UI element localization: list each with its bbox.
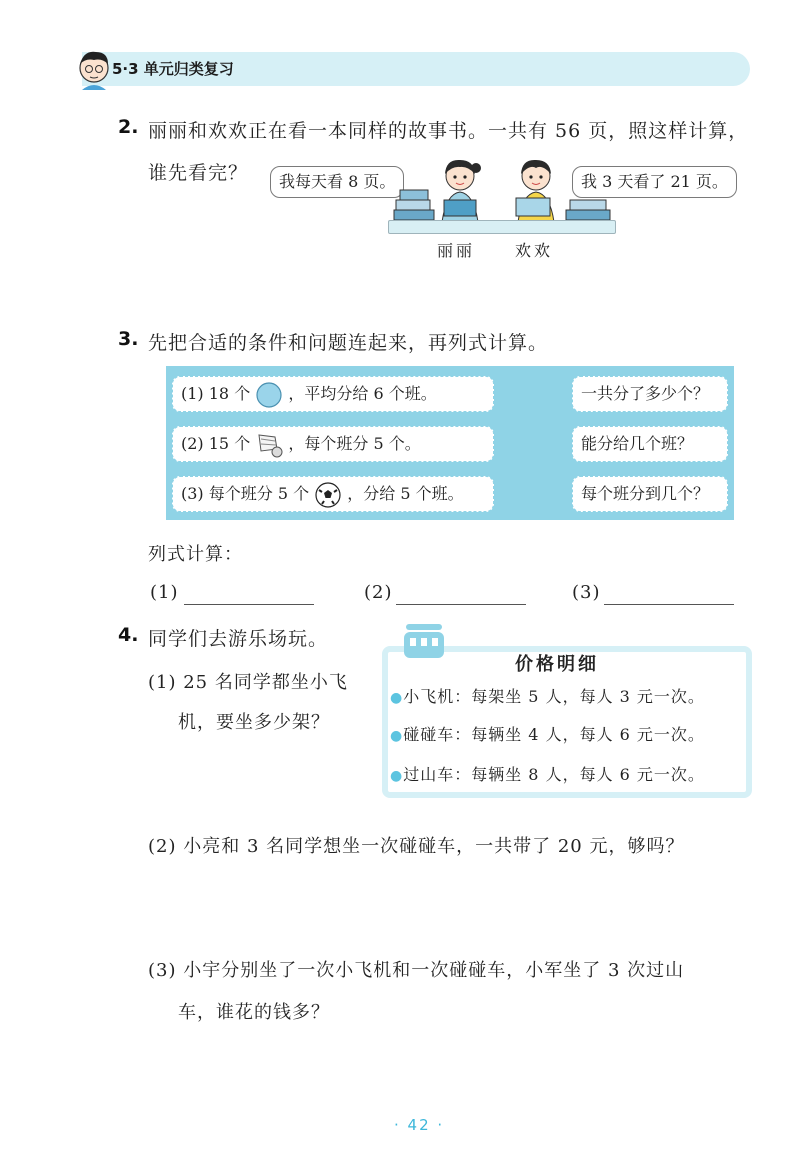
speech-bubble-lili: 我每天看 8 页。: [270, 166, 404, 198]
question-2[interactable]: 能分给几个班？: [572, 426, 728, 462]
blank-label-2: (2): [364, 582, 393, 603]
price-item-1: ●小飞机：每架坐 5 人，每人 3 元一次。: [390, 687, 705, 706]
price-title: 价格明细: [515, 654, 599, 675]
condition-3-pre: (3) 每个班分 5 个: [181, 484, 310, 503]
bullet-icon: ●: [390, 728, 404, 744]
condition-2-pre: (2) 15 个: [181, 434, 251, 453]
speech-bubble-huanhuan: 我 3 天看了 21 页。: [572, 166, 737, 198]
label-lili: 丽丽: [437, 241, 476, 260]
q4-text: 同学们去游乐场玩。: [148, 628, 329, 650]
ball-icon: [255, 381, 283, 409]
condition-1-pre: (1) 18 个: [181, 384, 251, 403]
soccer-ball-icon: [314, 481, 342, 509]
q2-text-line2: 谁先看完？: [148, 162, 249, 184]
ticket-booth-icon: [400, 622, 448, 662]
condition-1-post: ，平均分给 6 个班。: [288, 384, 437, 403]
header-title: 5·3 单元归类复习: [112, 60, 234, 78]
calc-label: 列式计算：: [148, 544, 243, 565]
blank-label-1: (1): [150, 582, 179, 603]
q3-number: 3.: [118, 328, 139, 350]
q4-sub3-line1: (3) 小宇分别坐了一次小飞机和一次碰碰车，小军坐了 3 次过山: [148, 960, 685, 981]
boy-avatar-icon: [74, 48, 114, 90]
page-number: · 42 ·: [394, 1116, 445, 1134]
question-1[interactable]: 一共分了多少个？: [572, 376, 728, 412]
answer-blank-2[interactable]: [396, 604, 526, 605]
girl-lili-icon: [432, 156, 488, 222]
condition-1[interactable]: [172, 376, 494, 412]
q4-sub1-line2: 机，要坐多少架？: [178, 712, 330, 733]
bullet-icon: ●: [390, 768, 404, 784]
condition-3[interactable]: [172, 476, 494, 512]
price-item-2: ●碰碰车：每辆坐 4 人，每人 6 元一次。: [390, 725, 705, 744]
q4-number: 4.: [118, 624, 139, 646]
boy-huanhuan-icon: [508, 156, 564, 222]
book-stack-left-icon: [392, 188, 436, 222]
table-shelf: [388, 220, 616, 234]
q2-text-line1: 丽丽和欢欢正在看一本同样的故事书。一共有 56 页，照这样计算，: [148, 120, 749, 142]
shuttlecock-icon: [255, 431, 283, 459]
q4-sub3-line2: 车，谁花的钱多？: [178, 1002, 330, 1023]
condition-3-post: ，分给 5 个班。: [347, 484, 464, 503]
answer-blank-3[interactable]: [604, 604, 734, 605]
condition-2-post: ，每个班分 5 个。: [288, 434, 421, 453]
q3-text: 先把合适的条件和问题连起来，再列式计算。: [148, 332, 549, 354]
label-huanhuan: 欢欢: [515, 241, 554, 260]
answer-blank-1[interactable]: [184, 604, 314, 605]
blank-label-3: (3): [572, 582, 601, 603]
question-3[interactable]: 每个班分到几个？: [572, 476, 728, 512]
price-item-3: ●过山车：每辆坐 8 人，每人 6 元一次。: [390, 765, 705, 784]
book-stack-right-icon: [564, 196, 612, 222]
q4-sub1-line1: (1) 25 名同学都坐小飞: [148, 672, 348, 693]
q2-number: 2.: [118, 116, 139, 138]
bullet-icon: ●: [390, 690, 404, 706]
condition-2[interactable]: [172, 426, 494, 462]
q4-sub2: (2) 小亮和 3 名同学想坐一次碰碰车，一共带了 20 元，够吗？: [148, 836, 685, 857]
